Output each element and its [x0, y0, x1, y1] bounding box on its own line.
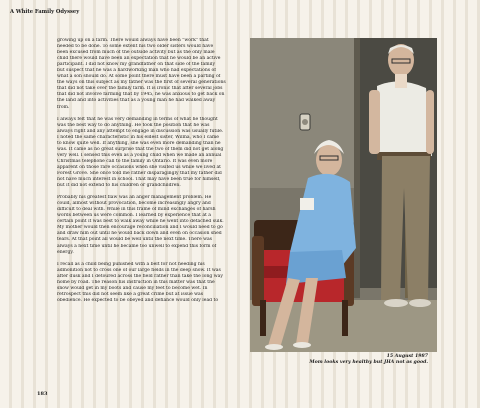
text-line: to know quite well. If anything, she was even more demanding than he	[57, 140, 221, 146]
family-photo	[250, 38, 437, 352]
text-line: Christmas telephone call to the family in Ontario. It was even more	[57, 158, 213, 164]
held-card	[300, 198, 314, 210]
text-line: not have much interest in school. That may have been true for himself,	[57, 177, 221, 183]
text-line: energy.	[57, 249, 74, 255]
text-line: snow would get in my boots and cause my feet to become wet. In	[57, 285, 208, 291]
text-line: was. It came as no great surprise that the two of them did not get along	[57, 146, 224, 152]
text-line: always right and any attempt to engage in discussion was usually futile.	[57, 128, 224, 134]
text-line: I noted the same characteristic in his eldest sister, Wilma, who I came	[57, 134, 219, 140]
text-line: but suspect that he was a hardworking man who had expectations of	[57, 68, 216, 74]
text-line: growing up on a farm. There would always have been "work" that	[57, 38, 209, 43]
text-line: Probably his greatest flaw was an anger management problem. He	[57, 195, 212, 201]
text-line: from.	[57, 104, 70, 110]
photo-caption	[309, 354, 428, 366]
page-number: 183	[37, 391, 48, 397]
text-line: retrospect this did not seem like a great crime but at issue was	[57, 291, 204, 297]
text-line: and draw him out until he would back down and even on occasion shed	[57, 231, 222, 237]
text-line: words between us were common. I learned by experience that at a	[57, 213, 212, 219]
text-line: what a son should do. At some point there must have been a parting of	[57, 74, 221, 80]
text-line: participant. I did not know my grandfather on that side of the family	[57, 62, 216, 68]
text-line: apparent on those rare occasions when she visited us while we lived at	[57, 164, 221, 170]
text-line: needed to be done. To some extent his two older sisters would have	[57, 44, 214, 50]
text-line: difficult to deal with. While in this frame of mind exchanges of harsh	[57, 207, 216, 213]
text-line: Forest Grove. She once told me rather disparagingly that my father did	[57, 170, 222, 176]
text-line: My mother would then encourage reconciliation and I would need to go	[57, 225, 223, 231]
text-line: tears. At that point all would be well until the next time. There was	[57, 237, 213, 243]
text-line: could, almost without provocation, become increasingly angry and	[57, 201, 211, 207]
text-line: certain point it was best to walk away while he went into detached sulk.	[57, 219, 224, 225]
running-head: A White Family Odyssey	[10, 9, 80, 15]
text-line: that did not involve farming that by 1945, he was anxious to get back on	[57, 92, 225, 98]
text-line: the ways on this subject as my father was the first of several generations	[57, 80, 226, 86]
text-line: been excused from much of the outside activity but as the only male	[57, 50, 215, 56]
text-line: that did not take over the family farm. It is ironic that after several jobs	[57, 86, 223, 92]
paragraph	[57, 195, 247, 255]
text-line: home by road. The reason his instruction in this matter was that the	[57, 279, 215, 285]
text-line: obedience. He expected to be obeyed and defiance would only lead to	[57, 297, 219, 303]
text-line: always a next time until he became too unwell to expend this form of	[57, 243, 217, 249]
text-line: after dusk and I detoured across the field rather than take the long way	[57, 273, 223, 279]
text-line: admonition not to cross one of our large fields in the deep snow. It was	[57, 267, 221, 273]
text-line: but it did not extend to his children or grandchildren.	[57, 183, 181, 189]
paragraph	[57, 262, 247, 304]
paragraph	[57, 38, 247, 111]
caption-date: 15 August 1987	[386, 354, 428, 359]
text-line: child there would have been an expectation that he would be an active	[57, 56, 221, 62]
text-line: I always felt that he was very demanding in terms of what he thought	[57, 116, 218, 122]
body-text	[57, 38, 247, 310]
text-line: I recall as a child being punished with a belt for not heeding his	[57, 261, 205, 267]
text-line: was the best way to do anything. He took the position that he was	[57, 122, 210, 128]
caption-text: Mom looks very healthy but JHA not as good.	[309, 360, 428, 365]
text-line: the land and into activities that as a young man he had walked away	[57, 98, 216, 104]
paragraph	[57, 117, 247, 190]
text-line: very well. I sensed this even as a young child when we made an annual	[57, 152, 222, 158]
